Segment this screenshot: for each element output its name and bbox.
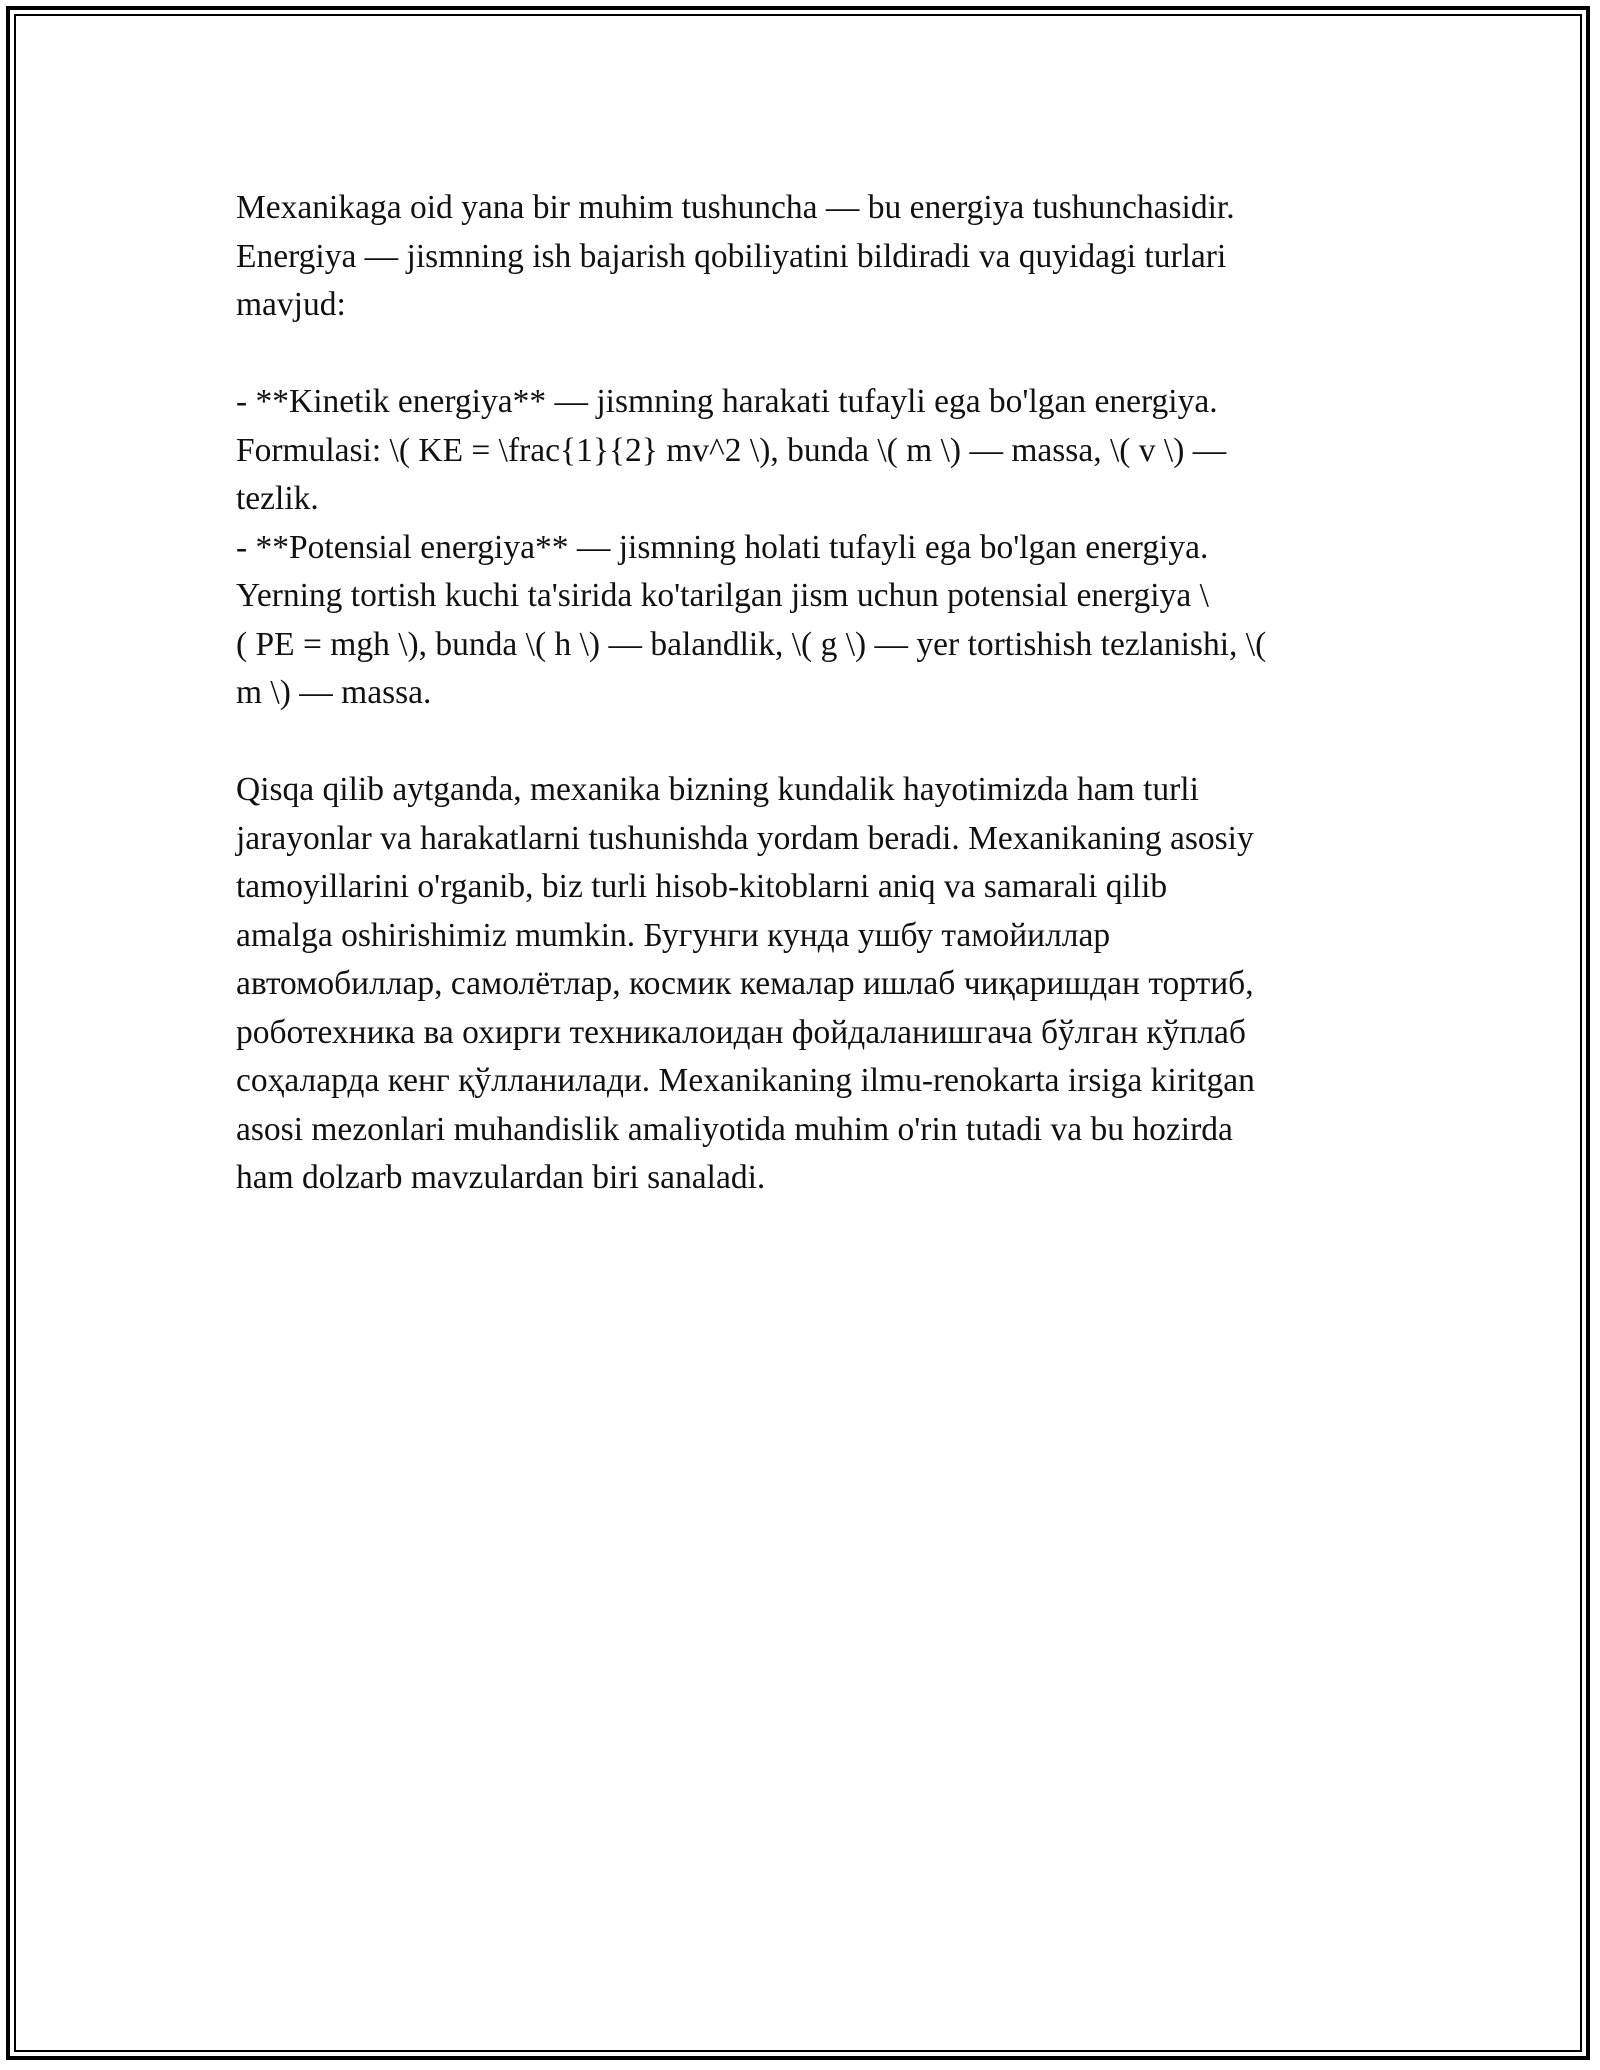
text-line: asosi mezonlari muhandislik amaliyotida muhim o'rin tutadi va bu hozirda [236, 1110, 1233, 1148]
text-line: роботехника ва охирги техникалоидан фойдаланишгача бўлган кўплаб [236, 1013, 1246, 1051]
paragraph-spacer [236, 718, 1376, 767]
text-line: amalga oshirishimiz mumkin. Бугунги кунда ушбу тамойиллар [236, 916, 1111, 954]
text-line: jarayonlar va harakatlarni tushunishda yordam beradi. Mexanikaning asosiy [236, 819, 1254, 857]
text-line: Qisqa qilib aytganda, mexanika bizning kundalik hayotimizda ham turli [236, 771, 1199, 808]
potential-energy-item [236, 524, 1376, 718]
text-line: ham dolzarb mavzulardan biri sanaladi. [236, 1159, 766, 1196]
text-line: m \) — massa. [236, 674, 432, 711]
text-line: Yerning tortish kuchi ta'sirida ko'tarilgan jism uchun potensial energiya \ [236, 577, 1209, 614]
text-line: tamoyillarini o'rganib, biz turli hisob-kitoblarni aniq va samarali qilib [236, 868, 1168, 905]
text-line: автомобиллар, самолётлар, космик кемалар ишлаб чиқаришдан тортиб, [236, 965, 1254, 1002]
document-body [236, 184, 1376, 1203]
text-line: - **Kinetik energiya** — jismning harakati tufayli ega bo'lgan energiya. [236, 383, 1218, 420]
kinetic-energy-item [236, 378, 1376, 524]
text-line: ( PE = mgh \), bunda \( h \) — balandlik, \( g \) — yer tortishish tezlanishi, \( [236, 625, 1267, 663]
text-line: - **Potensial energiya** — jismning holati tufayli ega bo'lgan energiya. [236, 528, 1209, 566]
text-line: Energiya — jismning ish bajarish qobiliyatini bildiradi va quyidagi turlari [236, 237, 1227, 275]
text-line: Mexanikaga oid yana bir muhim tushuncha — bu energiya tushunchasidir. [236, 189, 1235, 226]
text-line: соҳаларда кенг қўлланилади. Mexanikaning ilmu-renokarta irsiga kiritgan [236, 1062, 1255, 1099]
intro-paragraph [236, 184, 1376, 330]
conclusion-paragraph [236, 766, 1376, 1203]
paragraph-spacer [236, 330, 1376, 379]
text-line: tezlik. [236, 480, 319, 517]
text-line: Formulasi: \( KE = \frac{1}{2} mv^2 \), bunda \( m \) — massa, \( v \) — [236, 431, 1227, 469]
text-line: mavjud: [236, 286, 346, 323]
